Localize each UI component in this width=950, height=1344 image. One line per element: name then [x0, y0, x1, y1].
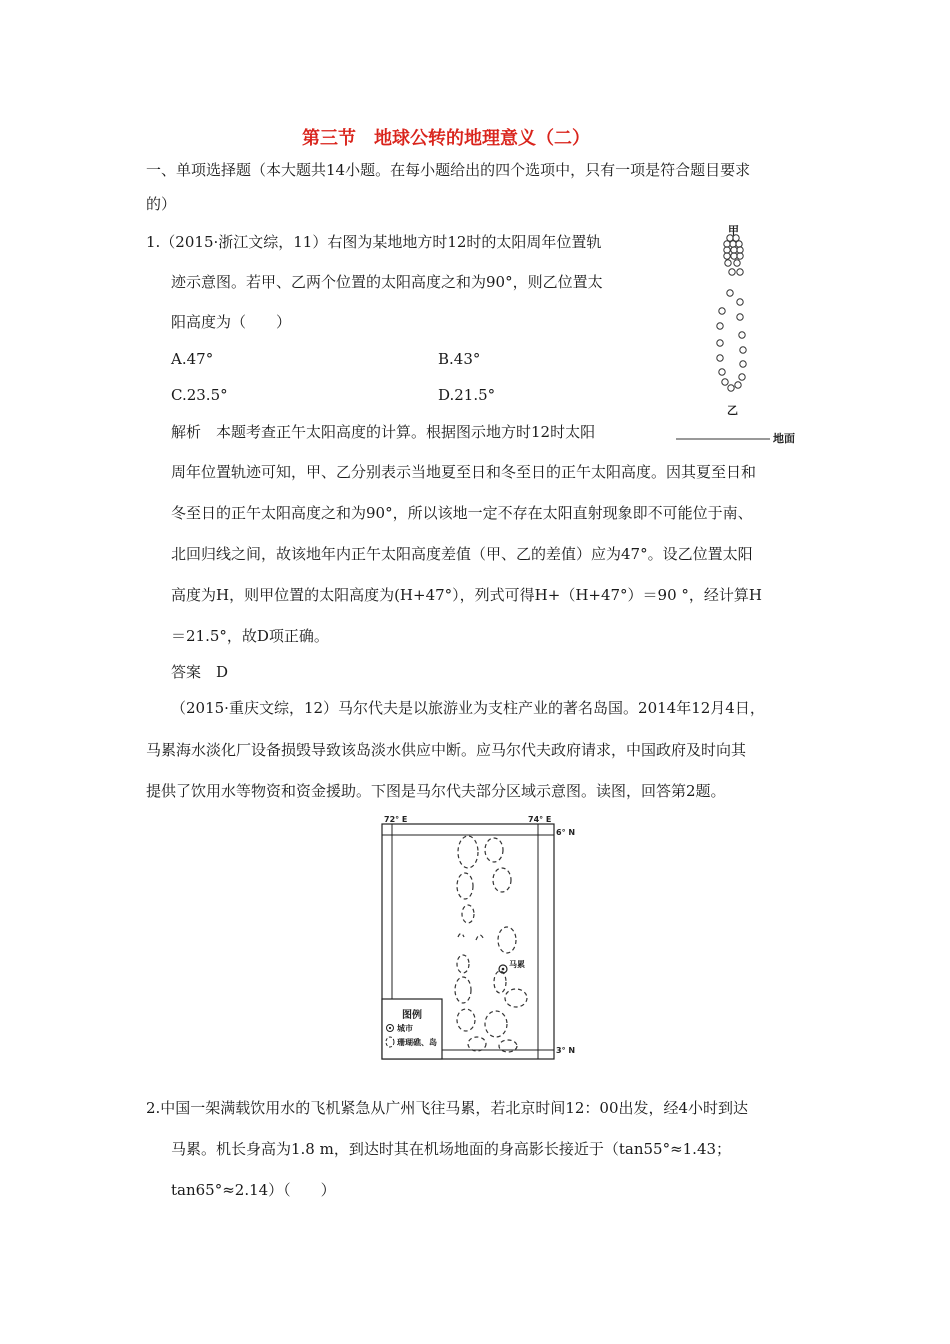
q1-option-b: B.43°: [438, 350, 481, 368]
q2-intro-line-1: （2015·重庆文综，12）马尔代夫是以旅游业为支柱产业的著名岛国。2014年12月4日，: [171, 699, 765, 717]
q1-option-d: D.21.5°: [438, 386, 496, 404]
section-heading-line-1: 一、单项选择题（本大题共14小题。在每小题给出的四个选项中，只有一项是符合题目要求: [146, 161, 751, 179]
q1-stem-line-3: 阳高度为（ ）: [171, 313, 292, 331]
q1-option-c: C.23.5°: [171, 386, 228, 404]
maldives-map: [376, 814, 576, 1064]
section-heading-line-2: 的）: [146, 195, 177, 213]
map-lon-left: 72° E: [384, 815, 408, 824]
q2-intro-line-3: 提供了饮用水等物资和资金援助。下图是马尔代夫部分区域示意图。读图，回答第2题。: [146, 782, 726, 800]
q1-option-a: A.47°: [171, 350, 214, 368]
map-lat-bottom: 3° N: [556, 1046, 576, 1055]
sun-track-diagram: [676, 222, 806, 447]
q1-analysis-line-4: 北回归线之间，故该地年内正午太阳高度差值（甲、乙的差值）应为47°。设乙位置太阳: [171, 545, 753, 563]
q1-stem-line-2: 迹示意图。若甲、乙两个位置的太阳高度之和为90°，则乙位置太: [171, 273, 603, 291]
q1-analysis-line-2: 周年位置轨迹可知，甲、乙分别表示当地夏至日和冬至日的正午太阳高度。因其夏至日和: [171, 463, 757, 481]
map-city-male-label: 马累: [509, 960, 525, 969]
figure-label-jia: 甲: [728, 224, 739, 237]
map-lat-top: 6° N: [556, 828, 576, 837]
q1-analysis-line-3: 冬至日的正午太阳高度之和为90°，所以该地一定不存在太阳直射现象即不可能位于南、: [171, 504, 753, 522]
q2-intro-line-2: 马累海水淡化厂设备损毁导致该岛淡水供应中断。应马尔代夫政府请求，中国政府及时向其: [146, 741, 747, 759]
map-legend-title: 图例: [402, 1010, 422, 1021]
figure-label-yi: 乙: [727, 404, 738, 417]
map-legend-city: 城市: [397, 1024, 413, 1033]
q1-analysis-line-1: 解析 本题考查正午太阳高度的计算。根据图示地方时12时太阳: [171, 423, 596, 441]
q2-stem-line-3: tan65°≈2.14）（ ）: [171, 1181, 336, 1199]
sun-track-figure: [676, 222, 806, 447]
q1-stem-line-1: 1.（2015·浙江文综，11）右图为某地地方时12时的太阳周年位置轨: [146, 233, 602, 251]
page-title: 第三节 地球公转的地理意义（二）: [302, 128, 590, 149]
q2-stem-line-1: 2.中国一架满载饮用水的飞机紧急从广州飞往马累，若北京时间12：00出发，经4小时到达: [146, 1099, 749, 1117]
q2-stem-line-2: 马累。机长身高为1.8 m，到达时其在机场地面的身高影长接近于（tan55°≈1.43；: [171, 1140, 732, 1158]
q1-answer: 答案 D: [171, 663, 229, 681]
q1-analysis-line-6: ＝21.5°，故D项正确。: [171, 627, 329, 645]
q1-analysis-line-5: 高度为H，则甲位置的太阳高度为(H+47°），列式可得H+（H+47°）＝90 °，经计算H: [171, 586, 762, 604]
map-legend-reef: 珊瑚礁、岛: [397, 1038, 437, 1047]
figure-label-ground: 地面: [773, 432, 795, 445]
map-lon-right: 74° E: [528, 815, 552, 824]
